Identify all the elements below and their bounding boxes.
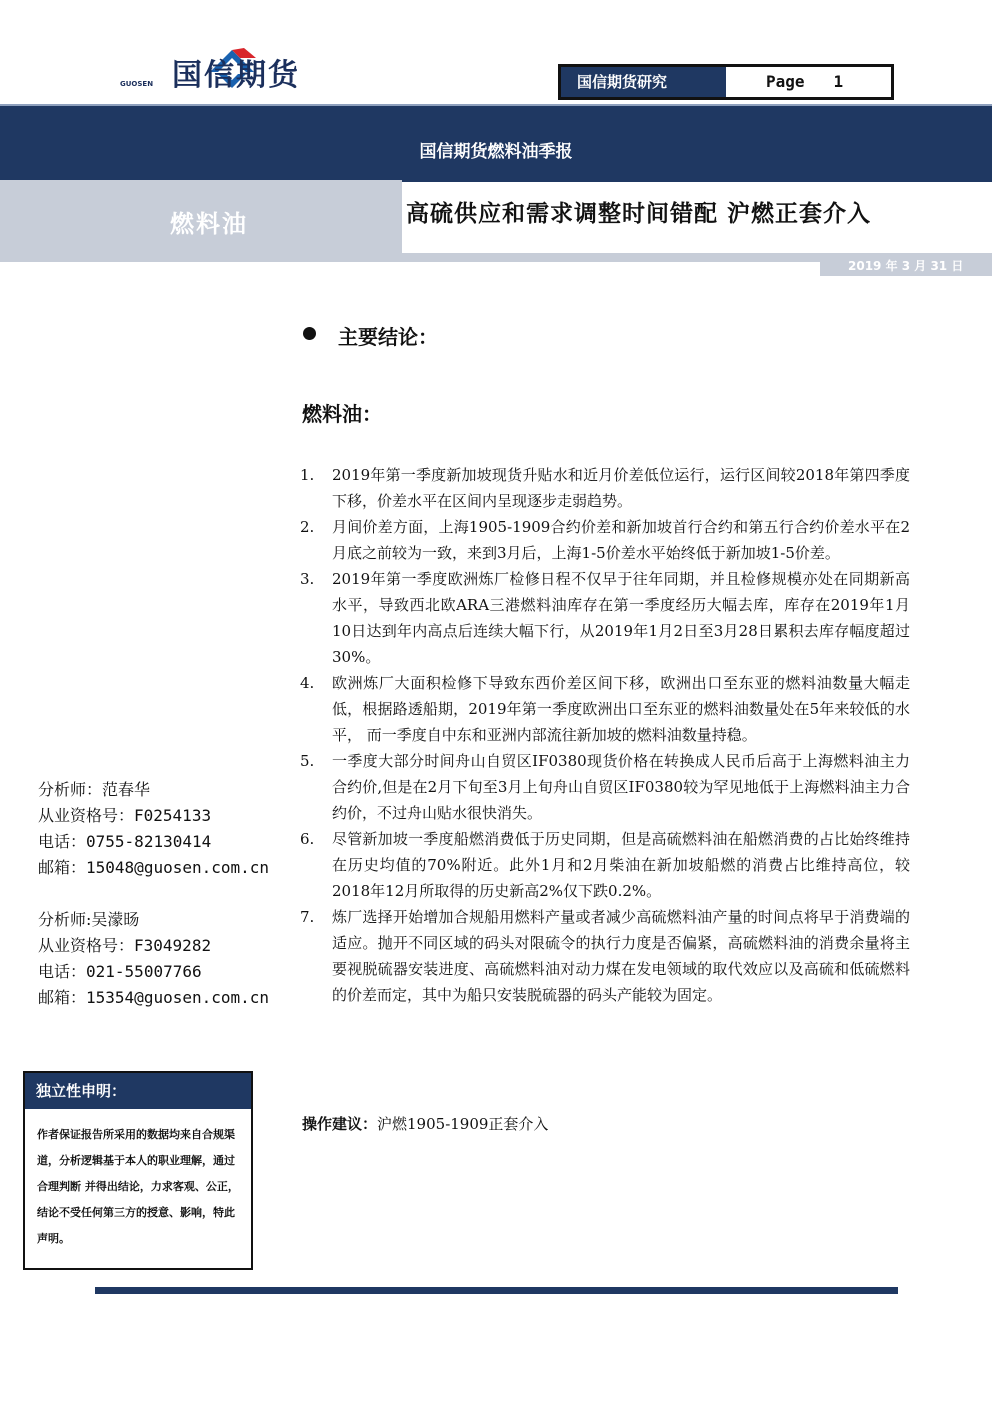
advice-label: 操作建议： <box>302 1115 378 1133</box>
report-date: 2019 年 3 月 31 日 <box>848 259 964 273</box>
page-number: 1 <box>833 72 844 91</box>
analyst-name: 分析师：范春华 <box>38 780 151 799</box>
list-item: 1. 2019年第一季度新加坡现货升贴水和近月价差低位运行，运行区间较2018年第四季度下移，价差水平在区间内呈现逐步走弱趋势。 <box>300 466 910 510</box>
research-label: 国信期货研究 <box>561 67 726 97</box>
report-type: 国信期货燃料油季报 <box>419 142 573 162</box>
operation-advice <box>302 1113 548 1134</box>
footer-bar <box>95 1287 898 1294</box>
company-logo-text: 国信期货 <box>172 58 300 93</box>
list-item: 5. 一季度大部分时间舟山自贸区IF0380现货价格在转换成人民币后高于上海燃料油主力合约价,但是在2月下旬至3月上旬舟山自贸区IF0380较为罕见地低于上海燃料油主力合约价，不过舟山贴水很快消失。 <box>300 752 910 822</box>
list-item: 3. 2019年第一季度欧洲炼厂检修日程不仅早于往年同期，并且检修规模亦处在同期新高水平，导致西北欧ARA三港燃料油库存在第一季度经历大幅去库，库存在2019年1月10日达到年内高点后连续大幅下行，从2019年1月2日至3月28日累积去库存幅度超过30%。 <box>300 570 910 666</box>
analyst-cert: F3049282 <box>134 936 212 955</box>
list-item: 4. 欧洲炼厂大面积检修下导致东西价差区间下移，欧洲出口至东亚的燃料油数量大幅走低，根据路透船期，2019年第一季度欧洲出口至东亚的燃料油数量处在5年来较低的水平， 而一季度自中东和亚洲内部流往新加坡的燃料油数量持稳。 <box>300 674 910 744</box>
bullet-icon <box>303 327 316 340</box>
declaration-text: 作者保证报告所采用的数据均来自合规渠道，分析逻辑基于本人的职业理解，通过合理判断 并得出结论，力求客观、公正，结论不受任何第三方的授意、影响，特此声明。 <box>37 1128 239 1245</box>
list-item: 6. 尽管新加坡一季度船燃消费低于历史同期，但是高硫燃料油在船燃消费的占比始终维持在历史均值的70%附近。此外1月和2月柴油在新加坡船燃的消费占比维持高位，较2018年12月所取得的历史新高2%仅下跌0.2%。 <box>300 830 910 900</box>
analyst-card: 分析师:吴濛旸 从业资格号：F3049282 电话：021-55007766 邮箱：15354@guosen.com.cn <box>38 907 269 1011</box>
company-logo-subtext: GUOSEN <box>120 80 154 88</box>
list-item: 7. 炼厂选择开始增加合规船用燃料产量或者减少高硫燃料油产量的时间点将早于消费端的适应。抛开不同区域的码头对限硫令的执行力度是否偏紧，高硫燃料油的消费余量将主要视脱硫器安装进度、高硫燃料油对动力煤在发电领域的取代效应以及高硫和低硫燃料的价差而定，其中为船只安装脱硫器的码头产能较为固定。 <box>300 908 910 1004</box>
list-item: 2. 月间价差方面，上海1905-1909合约价差和新加坡首行合约和第五行合约价差水平在2月底之前较为一致，来到3月后，上海1-5价差水平始终低于新加坡1-5价差。 <box>300 518 910 562</box>
conclusions-list <box>300 462 910 1008</box>
analyst-phone: 021-55007766 <box>86 962 202 981</box>
conclusions-heading: 主要结论： <box>338 325 438 349</box>
analyst-cert: F0254133 <box>134 806 212 825</box>
analyst-phone: 0755-82130414 <box>86 832 212 851</box>
analyst-email[interactable]: 15048@guosen.com.cn <box>86 858 270 877</box>
category-label: 燃料油 <box>170 209 248 238</box>
declaration-heading: 独立性申明： <box>25 1073 251 1109</box>
analyst-card: 分析师：范春华 从业资格号：F0254133 电话：0755-82130414 邮箱：15048@guosen.com.cn <box>38 777 269 881</box>
conclusions-subheading: 燃料油： <box>302 402 382 426</box>
report-title: 高硫供应和需求调整时间错配 沪燃正套介入 <box>406 200 872 227</box>
page-label: Page <box>766 72 805 91</box>
page-indicator <box>766 67 843 97</box>
analyst-name: 分析师:吴濛旸 <box>38 910 140 929</box>
analyst-email[interactable]: 15354@guosen.com.cn <box>86 988 270 1007</box>
advice-text: 沪燃1905-1909正套介入 <box>377 1115 549 1133</box>
